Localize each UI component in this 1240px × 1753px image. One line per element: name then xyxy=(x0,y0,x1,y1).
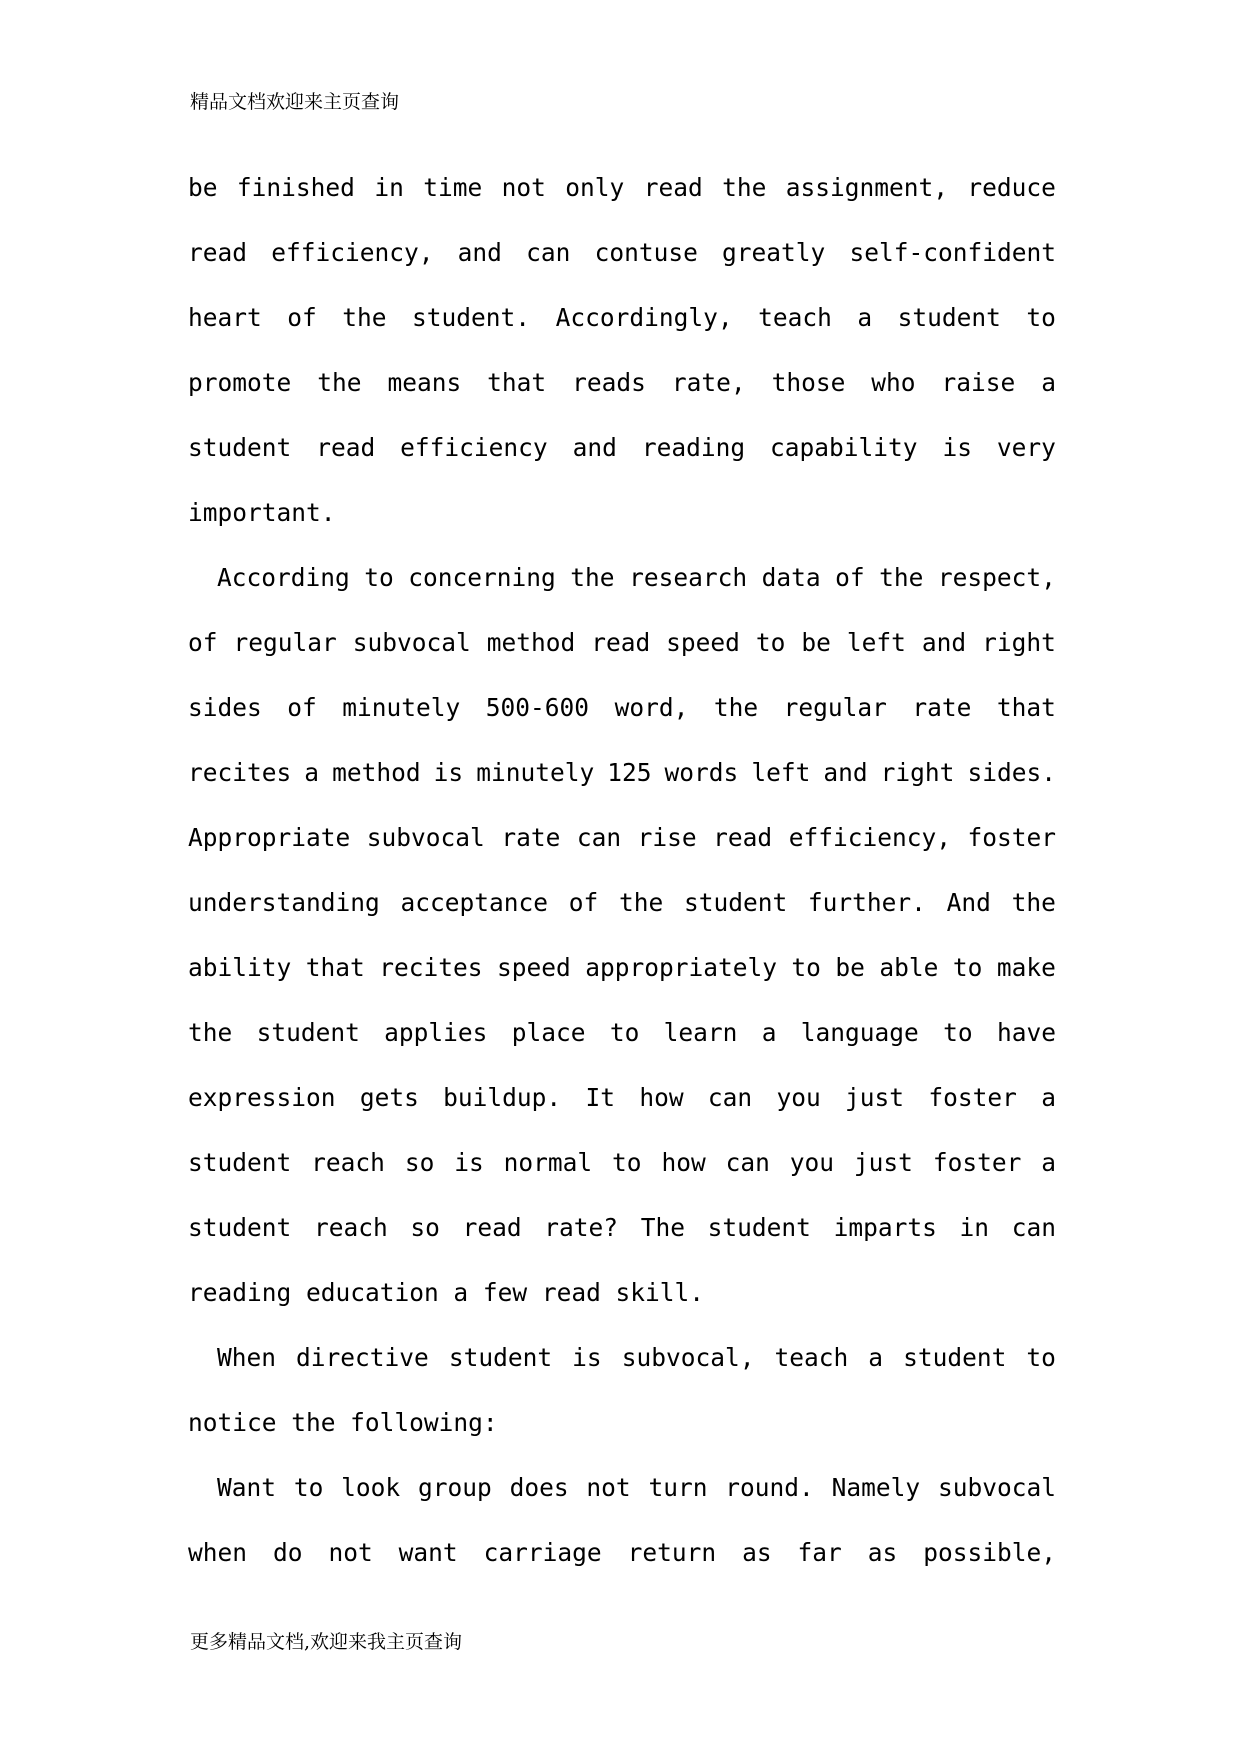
word: promote xyxy=(188,368,292,397)
text-line xyxy=(188,1195,1056,1260)
word: as xyxy=(867,1538,898,1567)
word: method xyxy=(332,758,421,787)
word: is xyxy=(433,758,464,787)
word: just xyxy=(845,1083,905,1112)
word: to xyxy=(952,953,983,982)
word: return xyxy=(627,1538,717,1567)
word: can xyxy=(526,238,571,267)
text-line xyxy=(188,870,1056,935)
word: and xyxy=(457,238,502,267)
word: rate xyxy=(501,823,561,852)
word: a xyxy=(1041,1148,1056,1177)
word: efficiency, xyxy=(788,823,951,852)
word: respect, xyxy=(937,563,1056,592)
word: notice xyxy=(188,1408,277,1437)
word: a xyxy=(304,758,320,787)
word: normal xyxy=(503,1148,593,1177)
word: acceptance xyxy=(400,888,548,917)
word: the xyxy=(188,1018,233,1047)
text-line xyxy=(188,740,1056,805)
word: foster xyxy=(932,1148,1022,1177)
word: method xyxy=(486,628,576,657)
word: left xyxy=(751,758,811,787)
text-line xyxy=(188,805,1056,870)
word: subvocal, xyxy=(621,1343,755,1372)
word: right xyxy=(880,758,955,787)
word: student xyxy=(707,1213,811,1242)
word: far xyxy=(797,1538,842,1567)
text-line xyxy=(188,675,1056,740)
word: in xyxy=(374,173,404,202)
word: rate? xyxy=(544,1213,619,1242)
word: It xyxy=(585,1083,615,1112)
word: how xyxy=(661,1148,706,1177)
word: speed xyxy=(496,953,571,982)
word: Accordingly, xyxy=(555,303,733,332)
word: imparts xyxy=(833,1213,937,1242)
word: subvocal xyxy=(366,823,485,852)
word: carriage xyxy=(483,1538,602,1567)
word: to xyxy=(293,1473,324,1502)
word: concerning xyxy=(408,563,556,592)
word: can xyxy=(707,1083,753,1112)
word: can xyxy=(576,823,622,852)
word: read xyxy=(462,1213,522,1242)
word: not xyxy=(586,1473,631,1502)
text-line xyxy=(188,545,1056,610)
word: as xyxy=(742,1538,772,1567)
text-line xyxy=(188,1520,1056,1585)
word: of xyxy=(835,563,865,592)
word: is xyxy=(454,1148,484,1177)
word: can xyxy=(1011,1213,1056,1242)
word: read xyxy=(713,823,773,852)
word: skill. xyxy=(615,1278,705,1307)
word: 500-600 xyxy=(485,693,590,722)
word: have xyxy=(996,1018,1056,1047)
word: student xyxy=(256,1018,360,1047)
word: research xyxy=(629,563,748,592)
word: be xyxy=(801,628,831,657)
word: the xyxy=(1011,888,1056,917)
word: 125 xyxy=(607,758,652,787)
word: so xyxy=(410,1213,440,1242)
word: student xyxy=(897,303,1001,332)
word: reads xyxy=(572,368,646,397)
word: of xyxy=(188,628,218,657)
word: recites xyxy=(379,953,483,982)
word: student xyxy=(448,1343,553,1372)
word: reading xyxy=(188,1278,292,1307)
word: and xyxy=(921,628,967,657)
word: According xyxy=(217,563,350,592)
word: possible, xyxy=(923,1538,1056,1567)
word: subvocal xyxy=(937,1473,1056,1502)
word: further. xyxy=(807,888,926,917)
word: and xyxy=(572,433,617,462)
word: to xyxy=(1026,1343,1056,1372)
word: how xyxy=(639,1083,684,1112)
word: few xyxy=(482,1278,528,1307)
word: able xyxy=(879,953,939,982)
word: read xyxy=(316,433,376,462)
word: reach xyxy=(313,1213,388,1242)
word: not xyxy=(328,1538,373,1567)
word: teach xyxy=(774,1343,849,1372)
text-line xyxy=(188,1390,1056,1455)
text-line xyxy=(188,480,1056,545)
page-footer: 更多精品文档,欢迎来我主页查询 xyxy=(190,1631,463,1653)
word: read xyxy=(643,173,703,202)
word: be xyxy=(835,953,865,982)
word: very xyxy=(996,433,1056,462)
word: of xyxy=(568,888,599,917)
word: gets xyxy=(359,1083,419,1112)
word: greatly xyxy=(722,238,826,267)
word: time xyxy=(423,173,483,202)
word: and xyxy=(823,758,868,787)
word: rise xyxy=(637,823,697,852)
word: to xyxy=(755,628,786,657)
word: important. xyxy=(188,498,336,527)
word: directive xyxy=(296,1343,429,1372)
word: read xyxy=(591,628,651,657)
word: reading xyxy=(641,433,746,462)
word: not xyxy=(501,173,546,202)
word: learn xyxy=(663,1018,738,1047)
word: be xyxy=(188,173,218,202)
word: ability xyxy=(188,953,292,982)
word: buildup. xyxy=(443,1083,562,1112)
word: efficiency, xyxy=(271,238,434,267)
word: education xyxy=(305,1278,439,1307)
page-header: 精品文档欢迎来主页查询 xyxy=(190,91,400,113)
text-line xyxy=(188,1065,1056,1130)
word: contuse xyxy=(594,238,698,267)
text-line xyxy=(188,155,1056,220)
word: raise xyxy=(941,368,1016,397)
word: rate, xyxy=(671,368,746,397)
word: student xyxy=(188,1213,292,1242)
word: minutely xyxy=(342,693,461,722)
word: you xyxy=(776,1083,821,1112)
word: who xyxy=(871,368,916,397)
word: student xyxy=(903,1343,1007,1372)
word: capability xyxy=(770,433,918,462)
word: to xyxy=(1026,303,1056,332)
word: the xyxy=(713,693,759,722)
text-line xyxy=(188,1260,1056,1325)
word: of xyxy=(287,303,317,332)
word: is xyxy=(942,433,972,462)
word: does xyxy=(509,1473,569,1502)
word: reach xyxy=(311,1148,385,1177)
word: foster xyxy=(928,1083,1017,1112)
word: just xyxy=(853,1148,913,1177)
word: to xyxy=(943,1018,973,1047)
word: is xyxy=(572,1343,602,1372)
word: student xyxy=(188,1148,292,1177)
text-line xyxy=(188,1000,1056,1065)
word: those xyxy=(771,368,846,397)
word: turn xyxy=(648,1473,708,1502)
word: recites xyxy=(188,758,292,787)
word: can xyxy=(725,1148,770,1177)
word: when xyxy=(188,1538,248,1567)
word: to xyxy=(609,1018,640,1047)
word: appropriately xyxy=(585,953,777,982)
word: reduce xyxy=(967,173,1056,202)
word: regular xyxy=(233,628,337,657)
word: assignment, xyxy=(785,173,949,202)
word: word, xyxy=(614,693,689,722)
word: student xyxy=(188,433,292,462)
word: language xyxy=(800,1018,919,1047)
word: data xyxy=(761,563,821,592)
word: applies xyxy=(384,1018,488,1047)
text-line xyxy=(188,285,1056,350)
word: the xyxy=(317,368,362,397)
word: the xyxy=(618,888,664,917)
word: means xyxy=(387,368,462,397)
word: foster xyxy=(967,823,1056,852)
word: place xyxy=(511,1018,586,1047)
word: rate xyxy=(912,693,972,722)
word: the xyxy=(879,563,924,592)
word: understanding xyxy=(188,888,380,917)
word: of xyxy=(287,693,317,722)
text-line xyxy=(188,1455,1056,1520)
word: a xyxy=(1041,368,1056,397)
text-line xyxy=(188,350,1056,415)
word: finished xyxy=(236,173,355,202)
word: only xyxy=(565,173,625,202)
text-line xyxy=(188,1325,1056,1390)
word: sides. xyxy=(967,758,1056,787)
word: words xyxy=(664,758,739,787)
word: read xyxy=(188,238,248,267)
word: Appropriate xyxy=(188,823,351,852)
word: And xyxy=(946,888,991,917)
text-line xyxy=(188,415,1056,480)
word: self-confident xyxy=(849,238,1056,267)
word: teach xyxy=(758,303,832,332)
word: read xyxy=(541,1278,601,1307)
word: right xyxy=(982,628,1056,657)
word: to xyxy=(612,1148,642,1177)
word: efficiency xyxy=(400,433,548,462)
word: expression xyxy=(188,1083,336,1112)
word: minutely xyxy=(476,758,595,787)
word: the xyxy=(722,173,767,202)
word: in xyxy=(959,1213,990,1242)
text-line xyxy=(188,935,1056,1000)
word: to xyxy=(364,563,394,592)
word: want xyxy=(398,1538,458,1567)
word: round. xyxy=(725,1473,814,1502)
word: do xyxy=(272,1538,303,1567)
word: the xyxy=(570,563,615,592)
body-text xyxy=(188,155,1056,1585)
word: The xyxy=(640,1213,685,1242)
word: heart xyxy=(188,303,262,332)
word: regular xyxy=(783,693,887,722)
word: Namely xyxy=(831,1473,921,1502)
word: a xyxy=(453,1278,469,1307)
text-line xyxy=(188,220,1056,285)
word: the xyxy=(291,1408,336,1437)
word: look xyxy=(341,1473,401,1502)
word: the xyxy=(342,303,387,332)
word: left xyxy=(846,628,906,657)
word: a xyxy=(1041,1083,1056,1112)
word: When xyxy=(217,1343,277,1372)
text-line xyxy=(188,1130,1056,1195)
word: subvocal xyxy=(352,628,471,657)
word: Want xyxy=(217,1473,277,1502)
word: sides xyxy=(188,693,262,722)
word: that xyxy=(305,953,365,982)
text-line xyxy=(188,610,1056,675)
word: a xyxy=(868,1343,884,1372)
word: to xyxy=(791,953,821,982)
word: student. xyxy=(412,303,531,332)
word: student xyxy=(683,888,788,917)
word: speed xyxy=(666,628,740,657)
word: so xyxy=(404,1148,435,1177)
word: make xyxy=(996,953,1056,982)
word: a xyxy=(761,1018,777,1047)
word: that xyxy=(996,693,1056,722)
word: group xyxy=(417,1473,492,1502)
word: that xyxy=(487,368,547,397)
word: a xyxy=(857,303,873,332)
word: following: xyxy=(350,1408,498,1437)
word: you xyxy=(789,1148,835,1177)
